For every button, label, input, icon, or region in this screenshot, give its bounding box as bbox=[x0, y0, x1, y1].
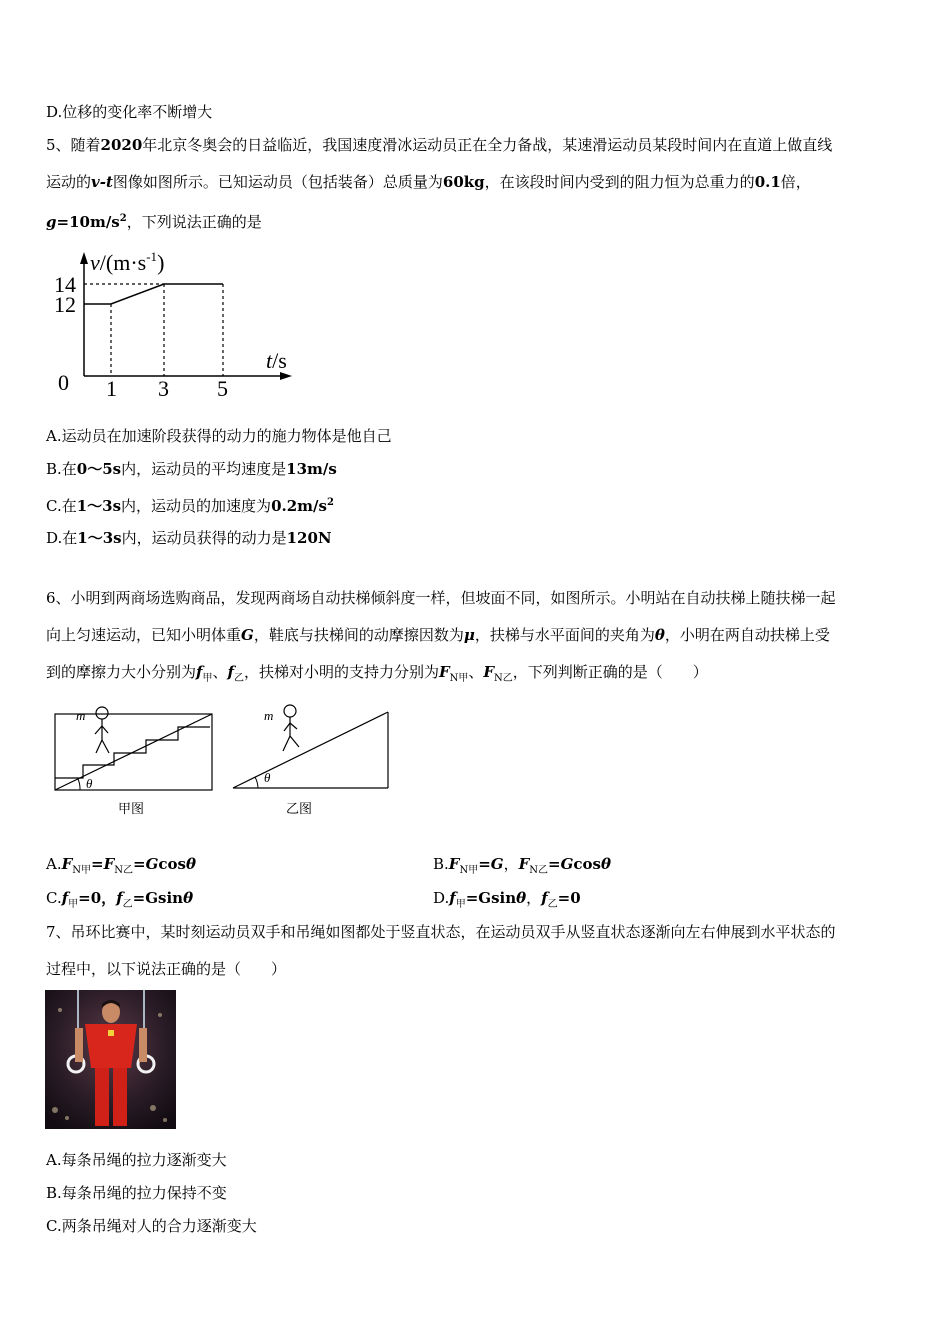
q5-stem-line-3: $g=10m/s^2$，下列说法正确的是 bbox=[46, 213, 262, 231]
y-tick-12: 12 bbox=[54, 292, 76, 317]
q5-stem-line-2: 运动的v-t图像如图所示。已知运动员（包括装备）总质量为60kg，在该段时间内受到的阻力恒为总重力的0.1倍， bbox=[46, 173, 811, 191]
jia-slope bbox=[55, 714, 212, 790]
leg-left bbox=[95, 1068, 109, 1126]
yi-mass-label: m bbox=[264, 708, 274, 723]
jia-theta: θ bbox=[86, 776, 93, 791]
q7-option-a: A.每条吊绳的拉力逐渐变大 bbox=[46, 1151, 227, 1169]
figure-yi bbox=[233, 705, 388, 816]
arm-right bbox=[139, 1028, 147, 1062]
x-tick-5: 5 bbox=[217, 376, 228, 401]
q6-option-a: $A.F_{N甲}=F_{N乙}=Gcos\theta$ bbox=[46, 855, 196, 876]
q5-stem-line-1: 5、随着2020年北京冬奥会的日益临近，我国速度滑冰运动员正在全力备战，某速滑运动员某段时间内在直道上做直线 bbox=[46, 136, 833, 154]
q6-stem-line-2: 向上匀速运动，已知小明体重G，鞋底与扶梯间的动摩擦因数为μ，扶梯与水平面间的夹角为θ，小明在两自动扶梯上受 bbox=[46, 626, 830, 644]
yi-slope bbox=[233, 712, 388, 788]
figure-jia bbox=[55, 707, 212, 816]
q7-option-c: C.两条吊绳对人的合力逐渐变大 bbox=[46, 1217, 257, 1235]
q6-option-c: $C.f_甲=0$，$f_乙=Gsin\theta$ bbox=[46, 889, 194, 910]
y-tick-14: 14 bbox=[54, 272, 76, 297]
q7-stem-line-1: 7、吊环比赛中，某时刻运动员双手和吊绳如图都处于竖直状态，在运动员双手从竖直状态逐渐向左右伸展到水平状态的 bbox=[46, 923, 836, 941]
yi-person bbox=[283, 705, 299, 751]
q6-stem-line-3: 到的摩擦力大小分别为$f_甲$、$f_乙$，扶梯对小明的支持力分别为$F_{N甲}$、$F_{N乙}$，下列判断正确的是（ ） bbox=[46, 663, 708, 684]
q6-option-d: $D.f_甲=Gsin\theta$，$f_乙=0$ bbox=[433, 889, 581, 910]
vt-graph bbox=[46, 246, 306, 406]
x-tick-3: 3 bbox=[158, 376, 169, 401]
x-axis-arrow bbox=[280, 372, 292, 380]
q6-stem-line-1: 6、小明到两商场选购商品，发现两商场自动扶梯倾斜度一样，但坡面不同，如图所示。小明站在自动扶梯上随扶梯一起 bbox=[46, 589, 836, 607]
gymnast-photo bbox=[45, 990, 176, 1129]
yi-caption: 乙图 bbox=[286, 801, 313, 816]
q4-option-d: D.位移的变化率不断增大 bbox=[46, 103, 213, 121]
yi-theta: θ bbox=[264, 770, 271, 785]
yi-angle-arc bbox=[255, 777, 258, 788]
escalator-figures bbox=[50, 700, 400, 824]
q6-option-b: $B.F_{N甲}=G$，$F_{N乙}=Gcos\theta$ bbox=[433, 855, 612, 876]
arm-left bbox=[75, 1028, 83, 1062]
jia-angle-arc bbox=[78, 779, 80, 790]
x-tick-1: 1 bbox=[106, 376, 117, 401]
q5-option-d: D.在1～3s内，运动员获得的动力是120N bbox=[46, 529, 332, 547]
q5-option-a: A.运动员在加速阶段获得的动力的施力物体是他自己 bbox=[46, 427, 392, 445]
q5-option-c: C.在1～3s内，运动员的加速度为$0.2m/s^2$ bbox=[46, 497, 334, 515]
leg-right bbox=[113, 1068, 127, 1126]
velocity-line bbox=[84, 284, 223, 304]
x-axis-label: t/s bbox=[266, 348, 287, 373]
jia-mass-label: m bbox=[76, 708, 86, 723]
q7-stem-line-2: 过程中，以下说法正确的是（ ） bbox=[46, 960, 287, 978]
origin-label: 0 bbox=[58, 370, 69, 395]
q7-option-b: B.每条吊绳的拉力保持不变 bbox=[46, 1184, 227, 1202]
jia-caption: 甲图 bbox=[118, 801, 145, 816]
y-axis-arrow bbox=[80, 252, 88, 264]
q5-option-b: B.在0～5s内，运动员的平均速度是13m/s bbox=[46, 460, 337, 478]
y-axis-label: $v/(m\cdot s^{-1})$ bbox=[90, 249, 165, 275]
